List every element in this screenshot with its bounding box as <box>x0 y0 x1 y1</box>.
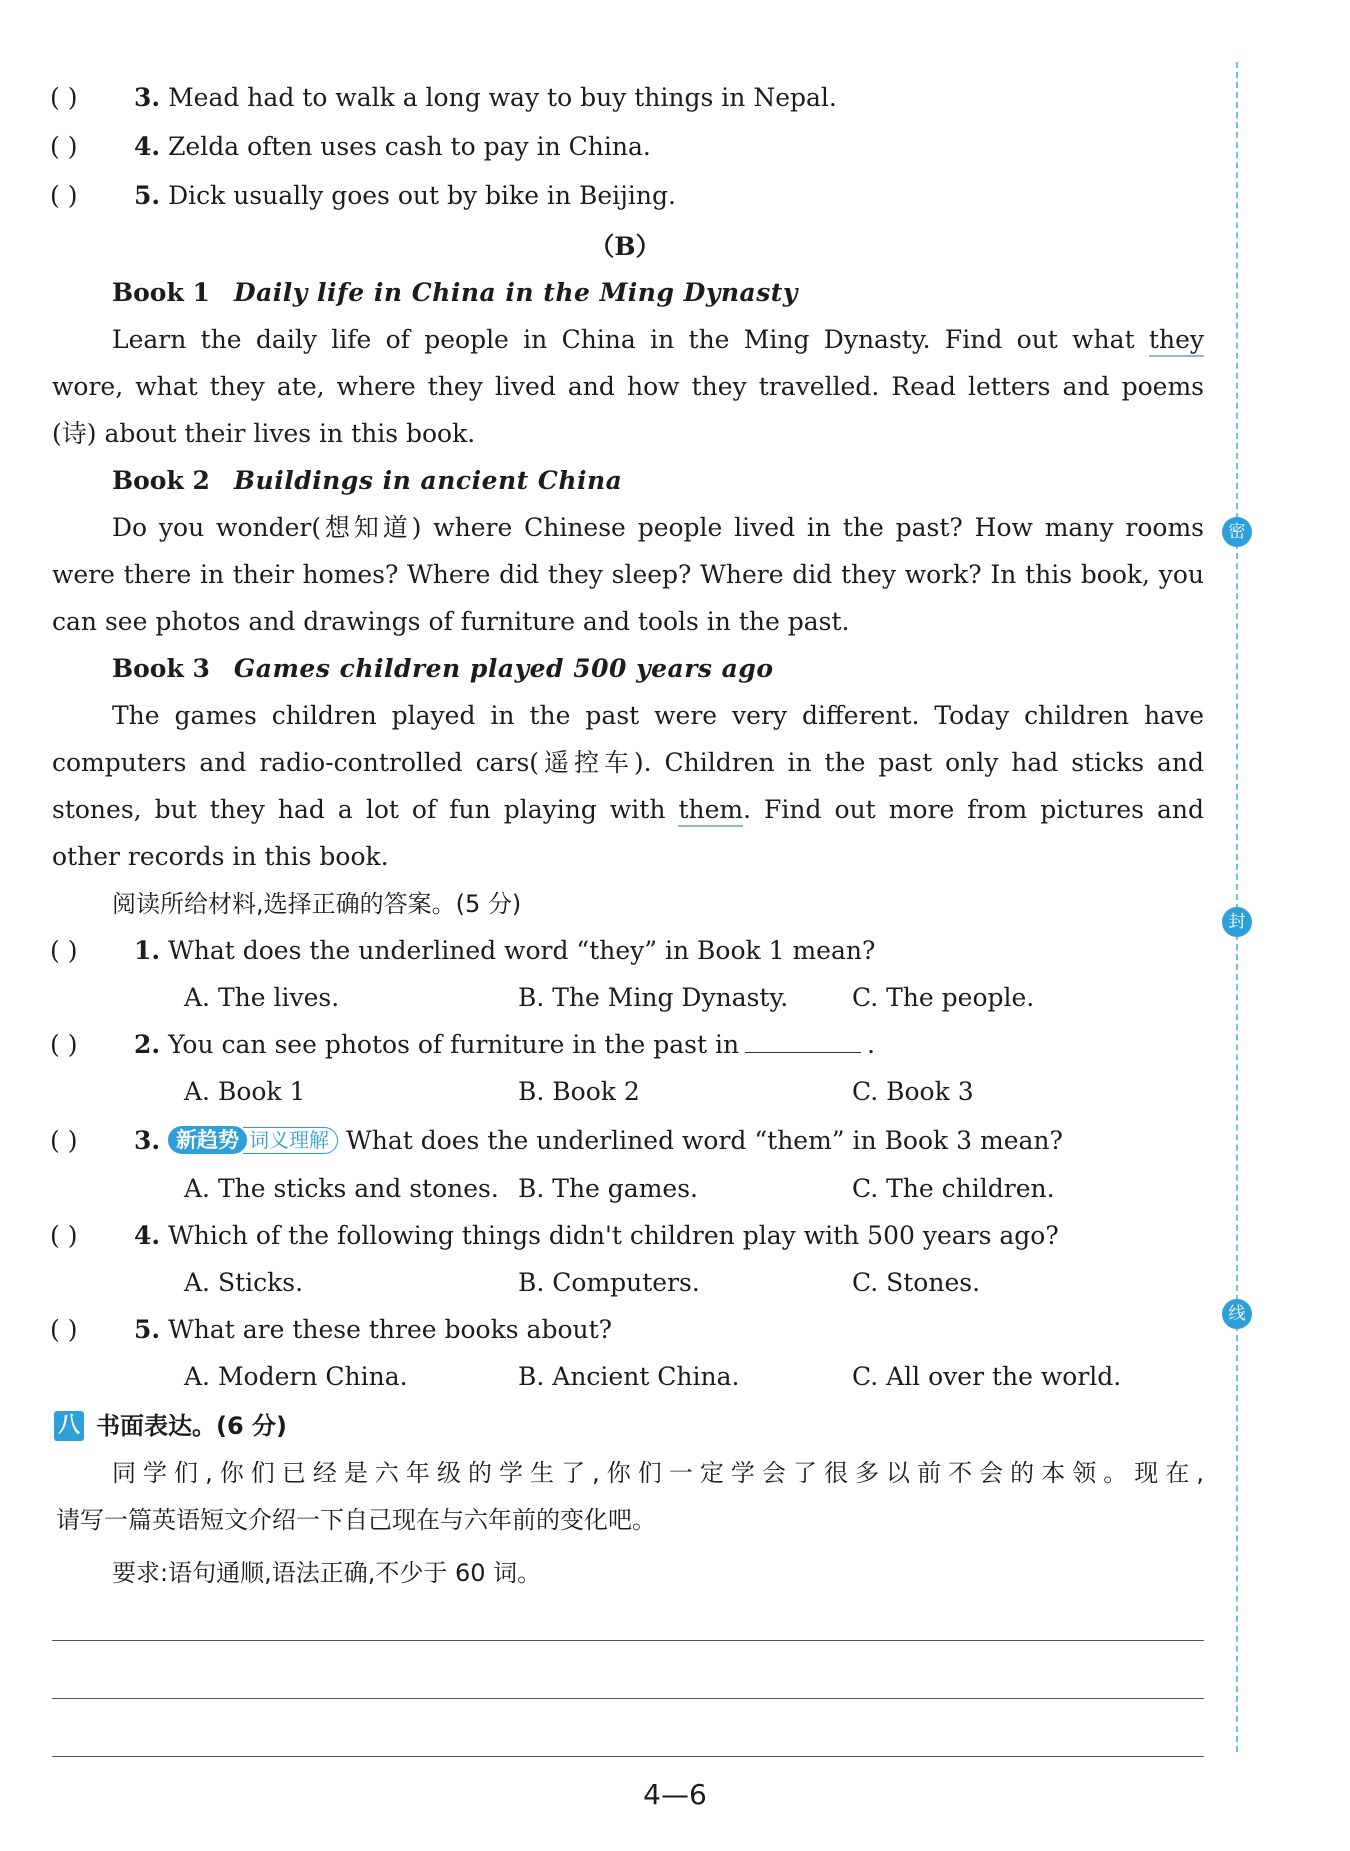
book-label: Book 3 <box>112 654 210 683</box>
section-8-requirement: 要求:语句通顺,语法正确,不少于 60 词。 <box>112 1559 542 1587</box>
answer-paren[interactable]: ( ) <box>50 936 78 965</box>
answer-paren[interactable]: ( ) <box>50 1221 78 1250</box>
book3-line-4: other records in this book. <box>52 842 389 871</box>
question-a4 <box>134 130 651 164</box>
section-number-badge: 八 <box>54 1411 84 1441</box>
book-title: Buildings in ancient China <box>233 466 623 495</box>
book-title: Games children played 500 years ago <box>233 654 774 683</box>
option-a[interactable]: A. The sticks and stones. <box>184 1174 499 1203</box>
question-text: What does the underlined word “them” in Book 3 mean? <box>346 1126 1063 1155</box>
book1-line-1: Learn the daily life of people in China in the Ming Dynasty. Find out what they <box>112 323 1204 357</box>
book2-title <box>112 464 622 498</box>
option-c[interactable]: C. Stones. <box>852 1268 981 1297</box>
section-8-title: 书面表达。(6 分) <box>96 1412 287 1440</box>
question-text: Zelda often uses cash to pay in China. <box>168 132 651 161</box>
question-b4: 4. Which of the following things didn't children play with 500 years ago? <box>134 1221 1059 1250</box>
question-b1: 1. What does the underlined word “they” in Book 1 mean? <box>134 936 876 965</box>
book2-line-1: Do you wonder(想知道) where Chinese people lived in the past? How many rooms <box>112 513 1204 542</box>
question-text: Dick usually goes out by bike in Beijing. <box>168 181 676 210</box>
question-text: What are these three books about? <box>168 1315 613 1344</box>
option-b[interactable]: B. The Ming Dynasty. <box>518 983 789 1012</box>
section-8-line-1: 同学们,你们已经是六年级的学生了,你们一定学会了很多以前不会的本领。现在, <box>112 1459 1204 1487</box>
option-c[interactable]: C. The people. <box>852 983 1035 1012</box>
book1-line-3: (诗) about their lives in this book. <box>52 419 476 448</box>
answer-paren[interactable]: ( ) <box>50 83 78 112</box>
question-text: What does the underlined word “they” in Book 1 mean? <box>168 936 876 965</box>
question-b3: 3. 新趋势 词义理解 What does the underlined word “them” in Book 3 mean? <box>134 1126 1063 1155</box>
underlined-word-they: they <box>1149 325 1204 357</box>
book-label: Book 2 <box>112 466 210 495</box>
writing-line[interactable] <box>52 1640 1204 1641</box>
option-c[interactable]: C. Book 3 <box>852 1077 974 1106</box>
option-b[interactable]: B. Book 2 <box>518 1077 640 1106</box>
option-b[interactable]: B. The games. <box>518 1174 698 1203</box>
section-b-heading: （B） <box>589 232 661 261</box>
section-b-instruction: 阅读所给材料,选择正确的答案。(5 分) <box>112 890 522 918</box>
answer-paren[interactable]: ( ) <box>50 1126 78 1155</box>
answer-paren[interactable]: ( ) <box>50 1315 78 1344</box>
book3-line-1: The games children played in the past were very different. Today children have <box>112 701 1204 730</box>
option-c[interactable]: C. The children. <box>852 1174 1055 1203</box>
answer-paren[interactable]: ( ) <box>50 1030 78 1059</box>
option-b[interactable]: B. Computers. <box>518 1268 700 1297</box>
writing-line[interactable] <box>52 1756 1204 1757</box>
question-b5: 5. What are these three books about? <box>134 1315 613 1344</box>
option-a[interactable]: A. Modern China. <box>184 1362 408 1391</box>
page-number: 4—6 <box>643 1778 707 1811</box>
option-a[interactable]: A. Book 1 <box>184 1077 306 1106</box>
new-trend-tag: 新趋势 <box>168 1126 247 1154</box>
seal-mark: 封 <box>1222 907 1252 937</box>
book1-line-2: wore, what they ate, where they lived and how they travelled. Read letters and poems <box>52 372 1204 401</box>
option-a[interactable]: A. The lives. <box>184 983 340 1012</box>
book2-line-3: can see photos and drawings of furniture and tools in the past. <box>52 607 850 636</box>
question-a3 <box>134 81 837 115</box>
question-a5 <box>134 179 676 213</box>
question-number: 3. <box>134 83 161 112</box>
question-text: You can see photos of furniture in the past in <box>168 1030 740 1059</box>
question-number: 5. <box>134 181 161 210</box>
book1-title <box>112 276 798 310</box>
book-title: Daily life in China in the Ming Dynasty <box>233 278 798 307</box>
seal-mark: 密 <box>1222 517 1252 547</box>
fill-blank[interactable] <box>745 1028 861 1053</box>
answer-paren[interactable]: ( ) <box>50 181 78 210</box>
question-text: Mead had to walk a long way to buy things in Nepal. <box>168 83 837 112</box>
seal-mark: 线 <box>1222 1299 1252 1329</box>
book3-line-2: computers and radio-controlled cars(遥控车). Children in the past only had sticks and <box>52 748 1204 777</box>
book3-line-3: stones, but they had a lot of fun playing with them. Find out more from pictures and <box>52 793 1204 827</box>
option-b[interactable]: B. Ancient China. <box>518 1362 740 1391</box>
answer-paren[interactable]: ( ) <box>50 132 78 161</box>
option-c[interactable]: C. All over the world. <box>852 1362 1122 1391</box>
question-text: Which of the following things didn't children play with 500 years ago? <box>168 1221 1059 1250</box>
word-meaning-tag: 词义理解 <box>243 1127 338 1154</box>
option-a[interactable]: A. Sticks. <box>184 1268 304 1297</box>
writing-line[interactable] <box>52 1698 1204 1699</box>
book3-title <box>112 652 774 686</box>
section-8-line-2: 请写一篇英语短文介绍一下自己现在与六年前的变化吧。 <box>56 1506 656 1534</box>
question-b2: 2. You can see photos of furniture in the past in . <box>134 1030 876 1059</box>
book2-line-2: were there in their homes? Where did they sleep? Where did they work? In this book, you <box>52 560 1204 589</box>
underlined-word-them: them <box>678 795 743 827</box>
book-label: Book 1 <box>112 278 210 307</box>
question-number: 4. <box>134 132 161 161</box>
